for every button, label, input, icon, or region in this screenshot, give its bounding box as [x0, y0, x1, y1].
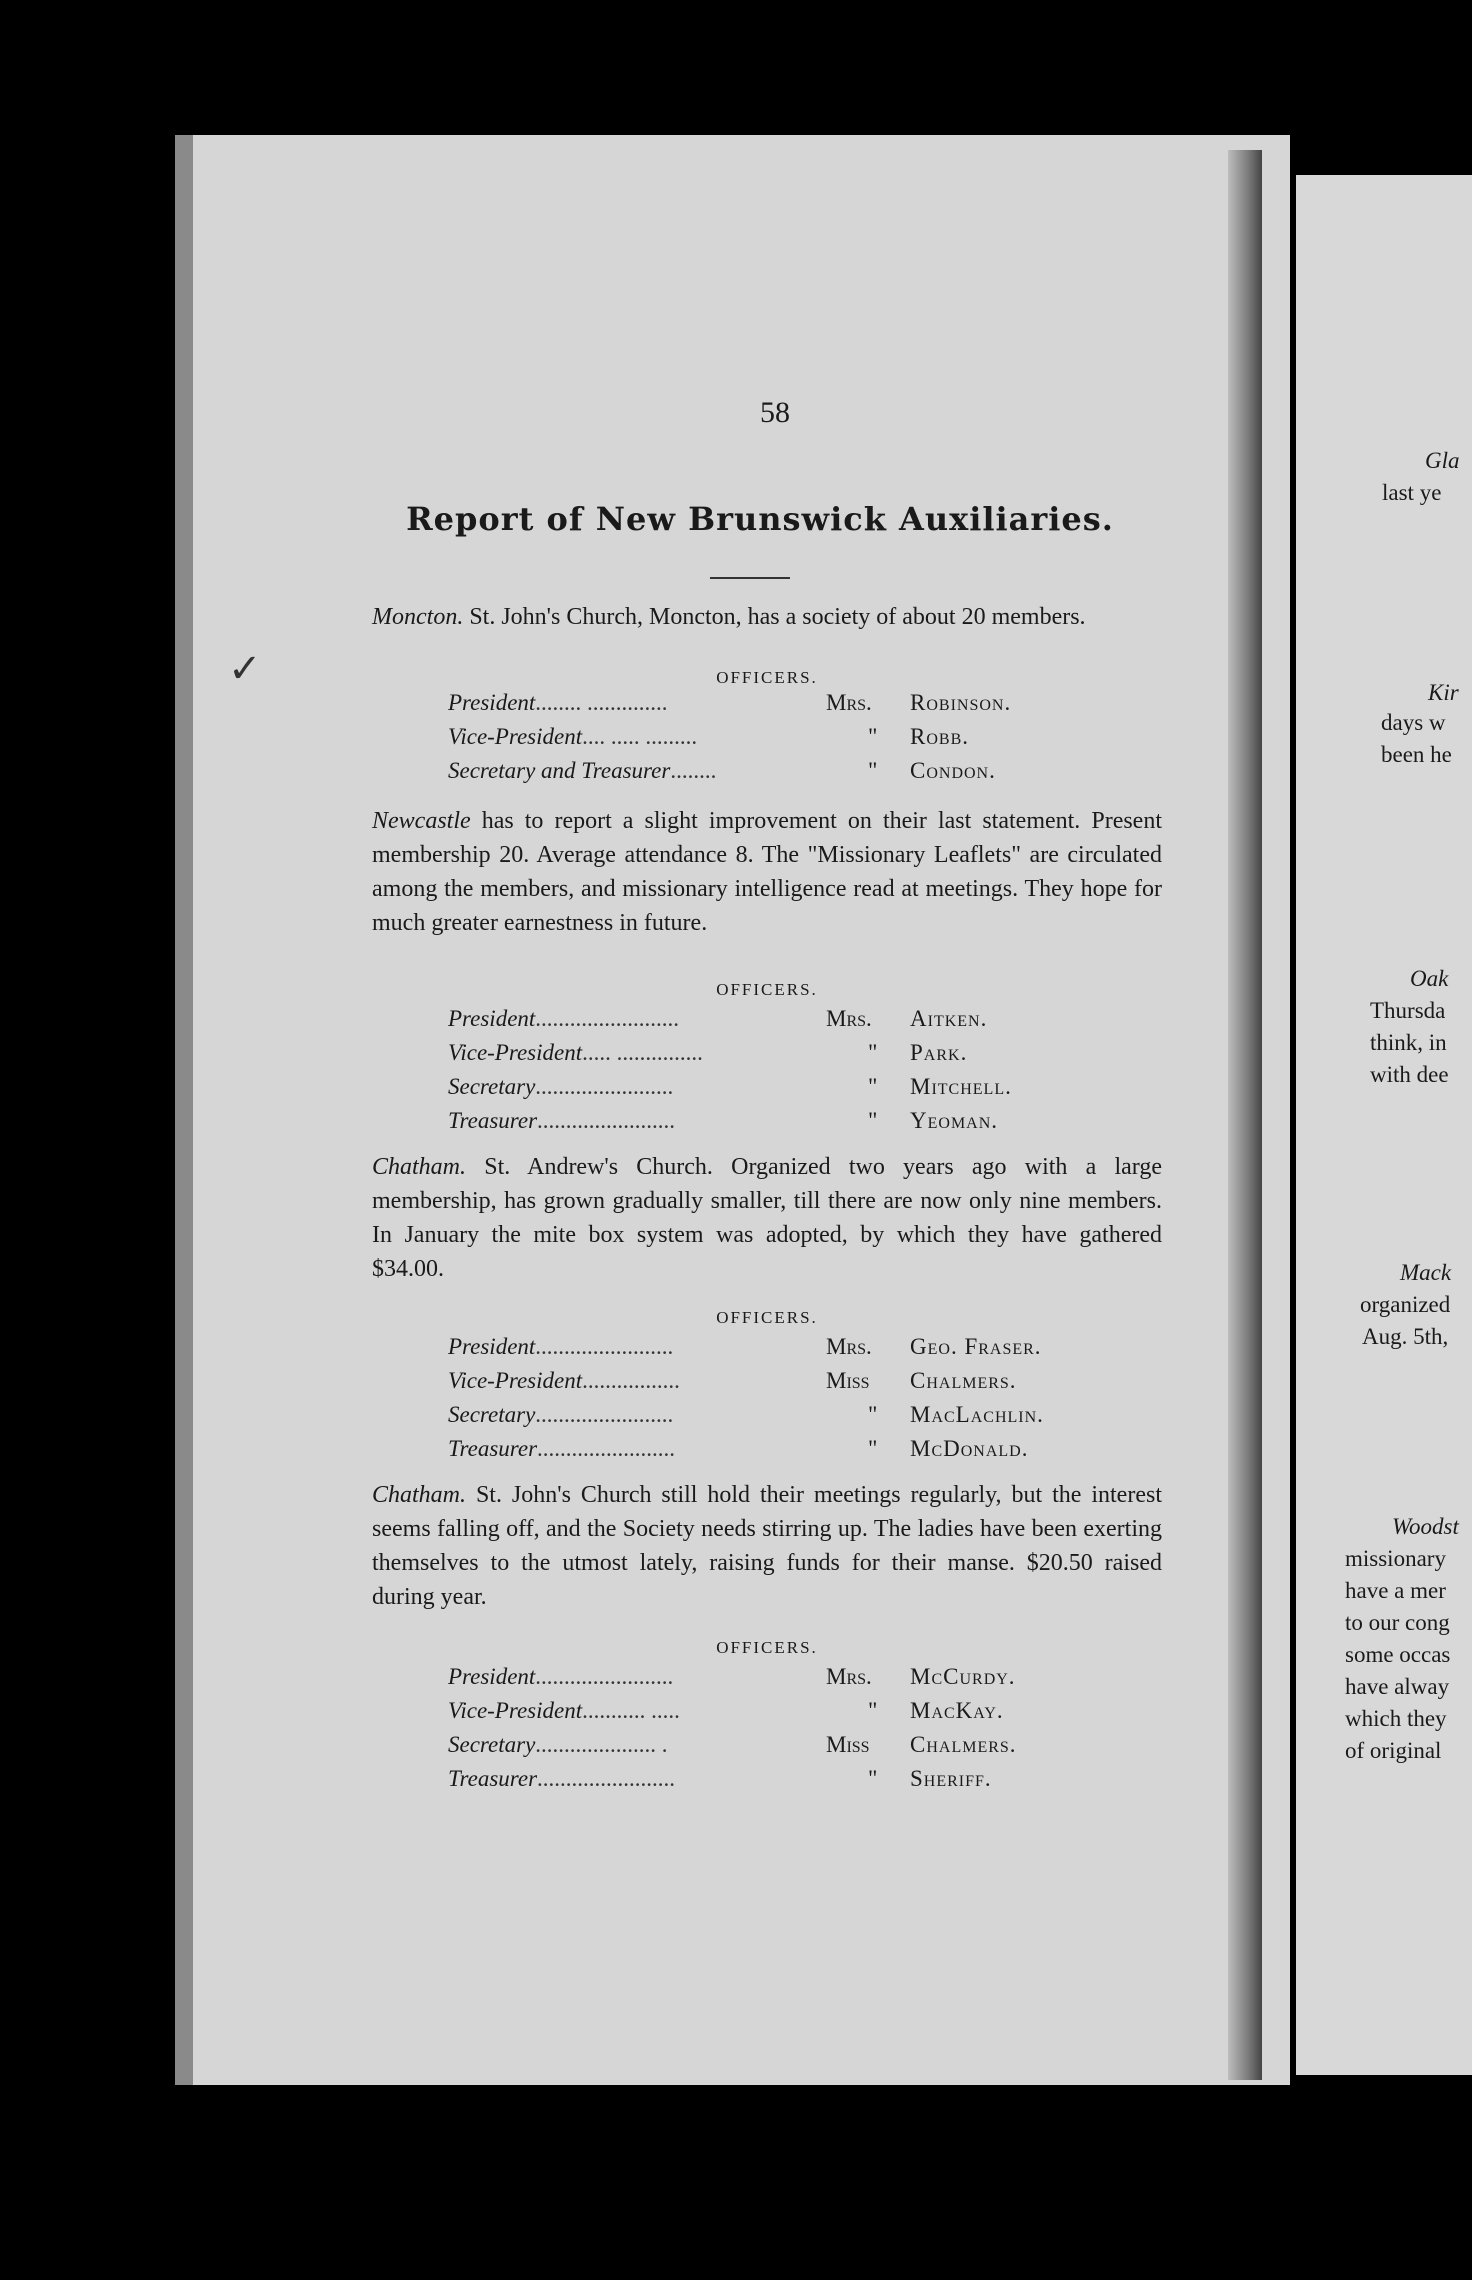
page-number: 58: [760, 396, 790, 429]
officer-row: Treasurer........................ " McDonald.: [448, 1436, 1029, 1461]
title-rule: [710, 577, 790, 579]
right-fragment: been he: [1381, 742, 1452, 767]
right-fragment: have alway: [1345, 1674, 1450, 1699]
officer-row: President........ .............. Mrs. Robinson.: [448, 690, 1012, 715]
officer-row: Secretary........................ " Mitchell.: [448, 1074, 1012, 1099]
right-fragment: of original: [1345, 1738, 1442, 1763]
right-fragment: Kir: [1428, 680, 1459, 705]
officer-row: Vice-President..... ............... " Park.: [448, 1040, 968, 1065]
right-fragment: Gla: [1425, 448, 1460, 473]
right-fragment: last ye: [1382, 480, 1442, 505]
officers-heading: OFFICERS.: [716, 1308, 818, 1327]
right-fragment: Mack: [1400, 1260, 1452, 1285]
officers-heading: OFFICERS.: [716, 668, 818, 687]
officer-row: Secretary..................... . Miss Chalmers.: [448, 1732, 1017, 1757]
officer-row: President........................ Mrs. Geo. Fraser.: [448, 1334, 1042, 1359]
right-fragment: Oak: [1410, 966, 1449, 991]
right-fragment: to our cong: [1345, 1610, 1450, 1635]
officer-row: Treasurer........................ " Sheriff.: [448, 1766, 992, 1791]
section-moncton: Moncton. St. John's Church, Moncton, has a society of about 20 members.: [372, 604, 1086, 630]
officer-row: Treasurer........................ " Yeoman.: [448, 1108, 999, 1133]
right-fragment: think, in: [1370, 1030, 1447, 1055]
page-title: Report of New Brunswick Auxiliaries.: [406, 500, 1114, 538]
officer-row: President......................... Mrs. Aitken.: [448, 1006, 988, 1031]
right-fragment: some occas: [1345, 1642, 1451, 1667]
right-fragment: with dee: [1370, 1062, 1449, 1087]
officers-heading: OFFICERS.: [716, 1638, 818, 1657]
right-fragment: have a mer: [1345, 1578, 1446, 1603]
officer-row: Vice-President................. Miss Chalmers.: [448, 1368, 1017, 1393]
section-chatham-st-andrews: Chatham. St. Andrew's Church. Organized two years ago with a large membership, has grown gradually smaller, till there are now only nine members. In January the mite box system was adopted, by which they have gathered $34.00.: [372, 1154, 1162, 1282]
officer-row: Secretary and Treasurer........ " Condon.: [448, 758, 996, 783]
right-fragment: which they: [1345, 1706, 1447, 1731]
right-fragment: missionary: [1345, 1546, 1446, 1571]
right-fragment: organized: [1360, 1292, 1451, 1317]
section-chatham-st-johns: Chatham. St. John's Church still hold their meetings regularly, but the interest seems falling off, and the Society needs stirring up. The ladies have been exerting themselves to the utmost lately, raising funds for their manse. $20.50 raised during year.: [372, 1482, 1162, 1610]
section-newcastle: Newcastle has to report a slight improvement on their last statement. Present membership 20. Average attendance 8. The "Missionary Leaflets" are circulated among the members, and missionary intelligence read at meetings. They hope for much greater earnestness in future.: [372, 808, 1162, 936]
right-fragment: Woodst: [1392, 1514, 1459, 1539]
right-fragment: Aug. 5th,: [1362, 1324, 1449, 1349]
right-fragment: days w: [1381, 710, 1446, 735]
officers-heading: OFFICERS.: [716, 980, 818, 999]
right-fragment: Thursda: [1370, 998, 1446, 1023]
book-spine: [1228, 150, 1262, 2080]
officer-row: Secretary........................ " MacLachlin.: [448, 1402, 1044, 1427]
officer-row: Vice-President.... ..... ......... " Robb.: [448, 724, 969, 749]
pencil-mark: ✓: [228, 646, 262, 691]
officer-row: Vice-President........... ..... " MacKay.: [448, 1698, 1004, 1723]
officer-row: President........................ Mrs. McCurdy.: [448, 1664, 1016, 1689]
